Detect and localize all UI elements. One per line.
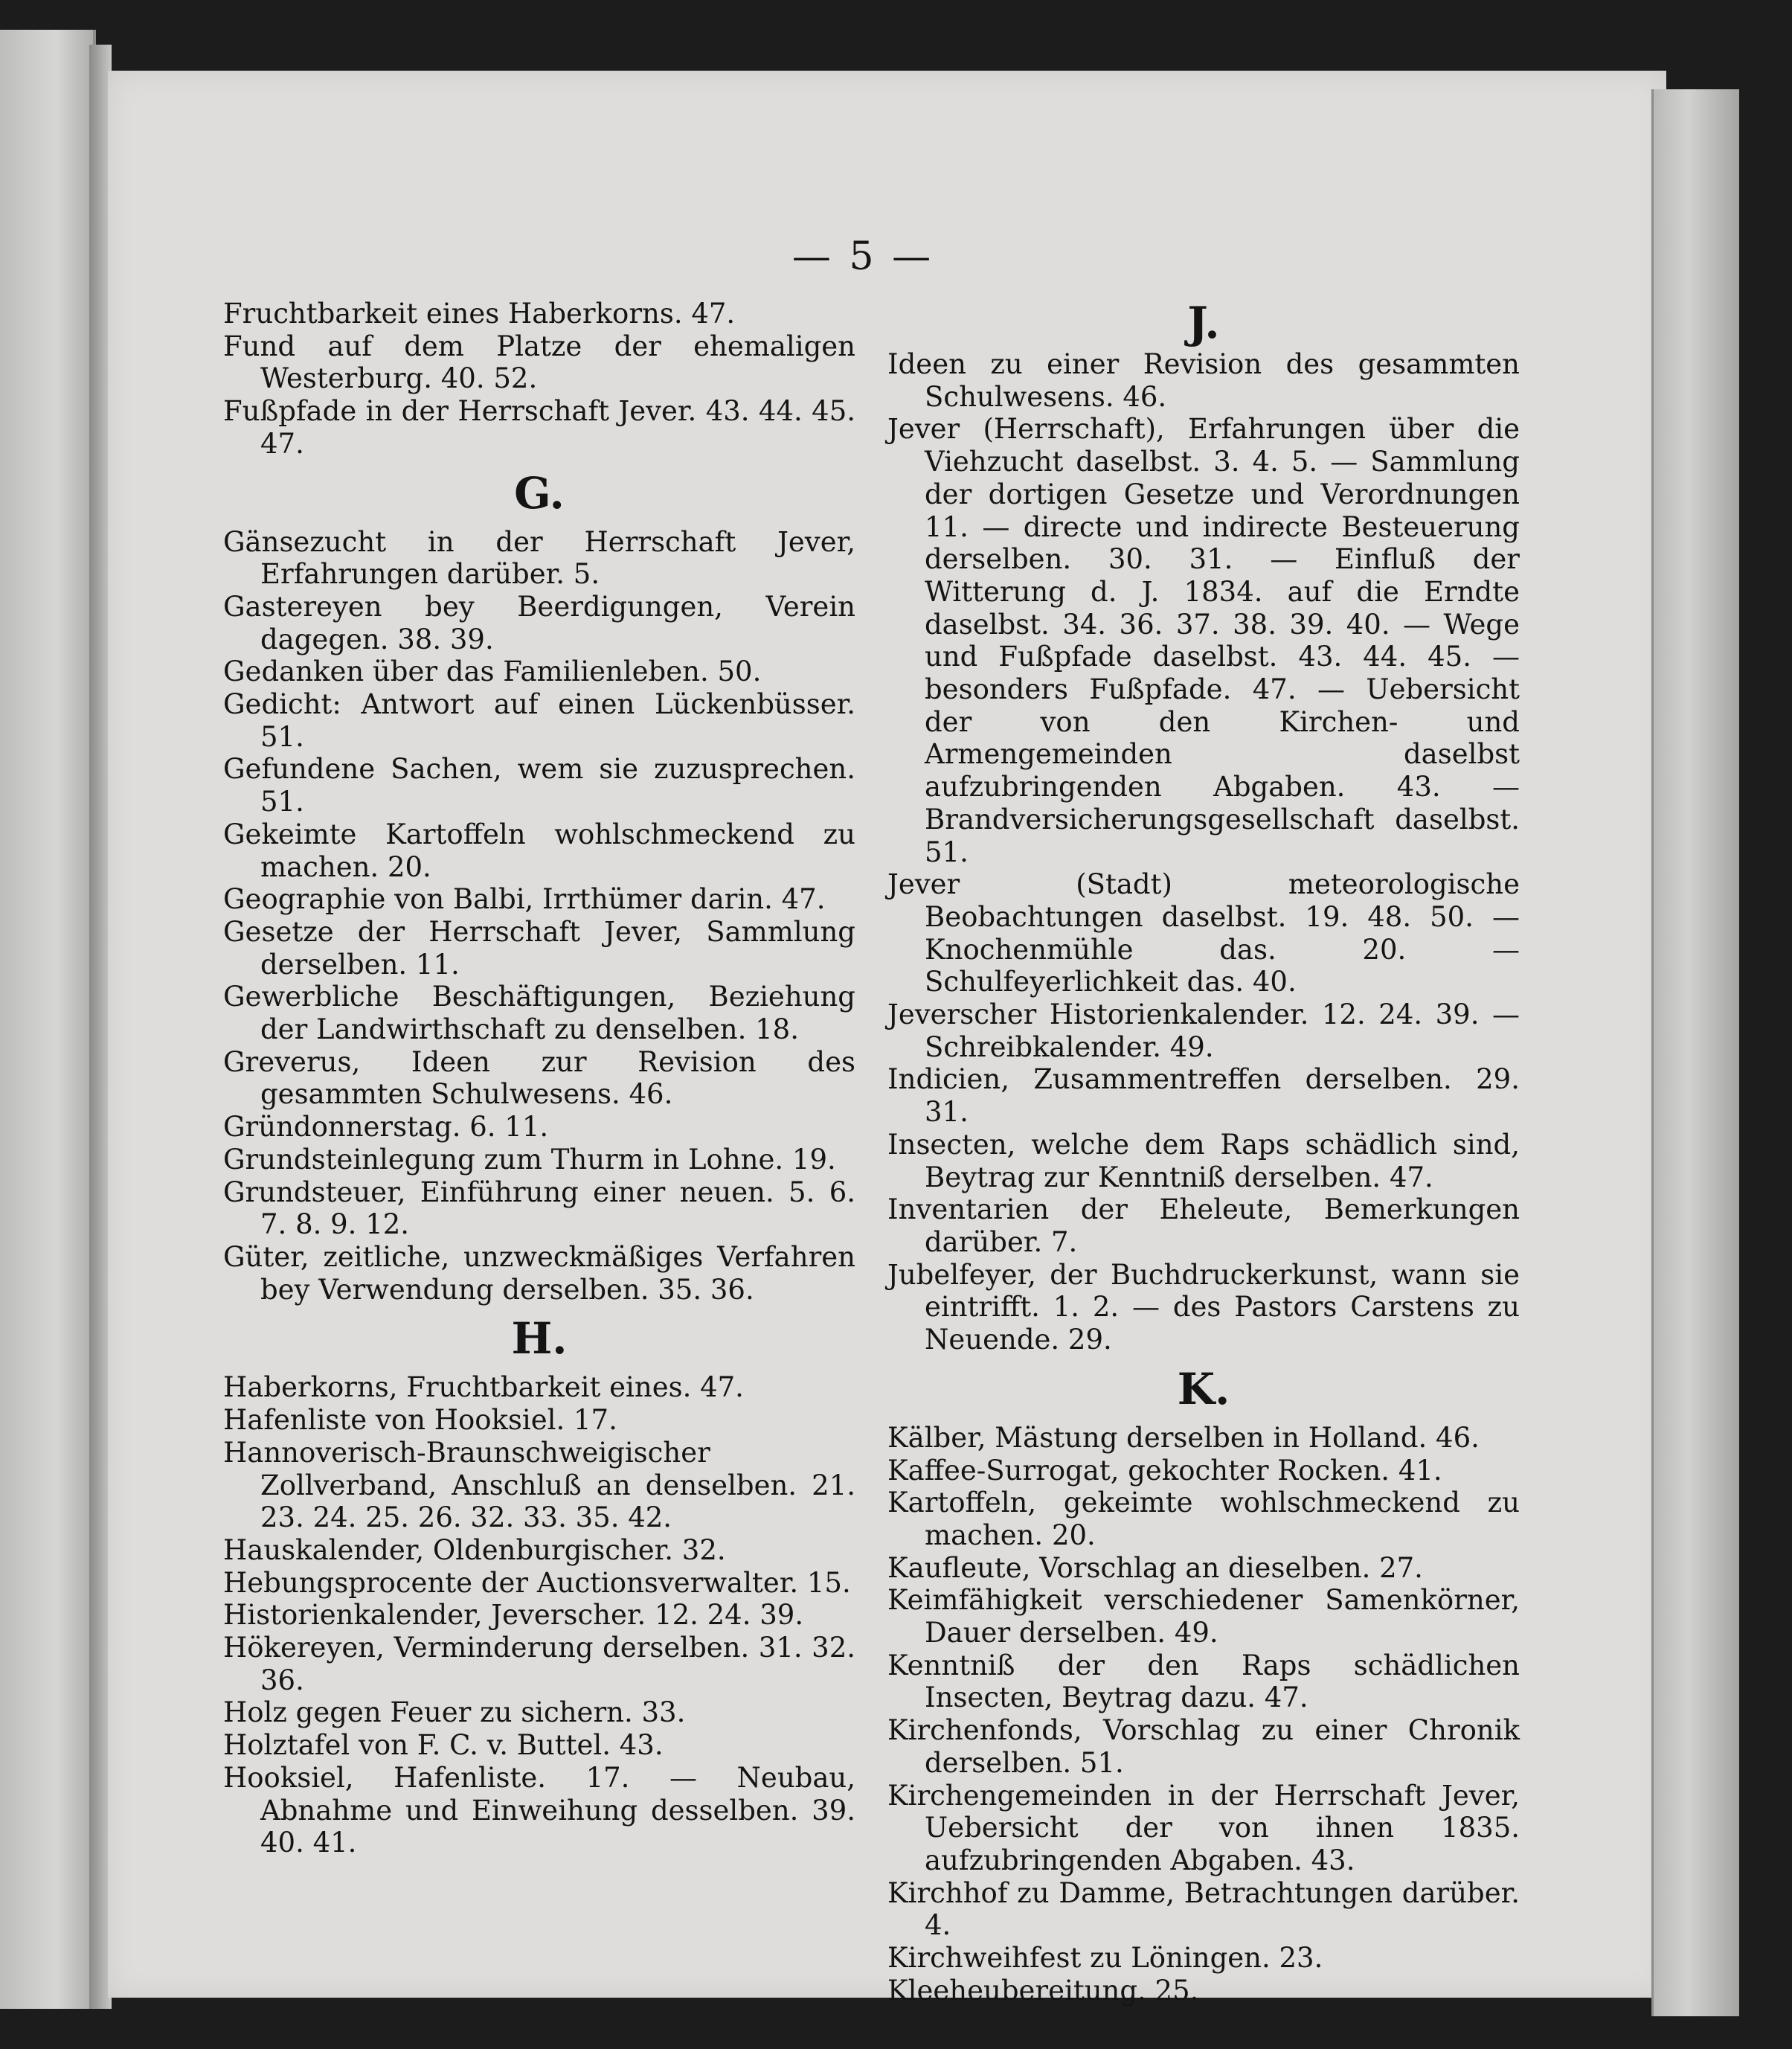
index-entry: Gedanken über das Familienleben. 50. <box>223 655 762 688</box>
index-entry: Holztafel von F. C. v. Buttel. 43. <box>223 1729 664 1762</box>
previous-page-edge <box>0 30 96 2009</box>
index-entry: Gesetze der Herrschaft Jever, Sammlung derselben. 11. <box>223 915 855 981</box>
index-entry: Kirchenfonds, Vorschlag zu einer Chronik derselben. 51. <box>887 1714 1520 1779</box>
index-entry: Holz gegen Feuer zu sichern. 33. <box>223 1696 686 1729</box>
index-entry: Grundsteinlegung zum Thurm in Lohne. 19. <box>223 1143 836 1176</box>
index-entry: Jever (Herrschaft), Erfahrungen über die Viehzucht daselbst. 3. 4. 5. — Sammlung der dortigen Gesetze und Verordnungen 11. — directe und indirecte Besteuerung derselben. 30. 31. — Einfluß der Witterung d. J. 1834. auf die Erndte daselbst. 34. 36. 37. 38. 39. 40. — Wege und Fußpfade daselbst. 43. 44. 45. — besonders Fußpfade. 47. — Uebersicht der von den Kirchen- und Armengemeinden daselbst aufzubringenden Abgaben. 43. — Brandversicherungsgesellschaft daselbst. 51. <box>887 413 1520 868</box>
index-entry: Kirchengemeinden in der Herrschaft Jever, Uebersicht der von ihnen 1835. aufzubringenden Abgaben. 43. <box>887 1779 1520 1876</box>
index-entry: Gänsezucht in der Herrschaft Jever, Erfahrungen darüber. 5. <box>223 525 855 591</box>
index-entry: Fußpfade in der Herrschaft Jever. 43. 44. 45. 47. <box>223 395 855 460</box>
index-entry: Geographie von Balbi, Irrthümer darin. 47. <box>223 883 826 916</box>
index-entry: Grundsteuer, Einführung einer neuen. 5. 6. 7. 8. 9. 12. <box>223 1176 855 1241</box>
index-entry: Hafenliste von Hooksiel. 17. <box>223 1404 617 1437</box>
index-entry: Gefundene Sachen, wem sie zuzusprechen. 51. <box>223 753 855 818</box>
section-letter: G. <box>514 467 565 519</box>
index-entry: Hauskalender, Oldenburgischer. 32. <box>223 1533 726 1566</box>
index-entry: Gewerbliche Beschäftigungen, Beziehung der Landwirthschaft zu denselben. 18. <box>223 981 855 1046</box>
index-entry: Jever (Stadt) meteorologische Beobachtungen daselbst. 19. 48. 50. — Knochenmühle das. 20. — Schulfeyerlichkeit das. 40. <box>887 868 1520 998</box>
index-entry: Gründonnerstag. 6. 11. <box>223 1111 549 1144</box>
index-entry: Gekeimte Kartoffeln wohlschmeckend zu machen. 20. <box>223 818 855 883</box>
index-entry: Jubelfeyer, der Buchdruckerkunst, wann sie eintrifft. 1. 2. — des Pastors Carstens zu Neuende. 29. <box>887 1258 1520 1356</box>
index-entry: Kaffee-Surrogat, gekochter Rocken. 41. <box>887 1454 1442 1487</box>
index-entry: Kenntniß der den Raps schädlichen Insecten, Beytrag dazu. 47. <box>887 1649 1520 1714</box>
index-entry: Kartoffeln, gekeimte wohlschmeckend zu machen. 20. <box>887 1487 1520 1551</box>
page-number: — 5 — <box>791 234 934 279</box>
index-entry: Insecten, welche dem Raps schädlich sind, Beytrag zur Kenntniß derselben. 47. <box>887 1128 1520 1193</box>
index-entry: Indicien, Zusammentreffen derselben. 29. 31. <box>887 1063 1520 1129</box>
section-letter: H. <box>511 1313 568 1365</box>
index-entry: Kirchhof zu Damme, Betrachtungen darüber. 4. <box>887 1876 1520 1942</box>
index-entry: Fruchtbarkeit eines Haberkorns. 47. <box>223 298 736 330</box>
index-entry: Haberkorns, Fruchtbarkeit eines. 47. <box>223 1371 744 1404</box>
index-entry: Gedicht: Antwort auf einen Lückenbüsser. 51. <box>223 688 855 753</box>
section-letter: K. <box>1177 1363 1230 1414</box>
left-column <box>223 298 855 1859</box>
index-entry: Kaufleute, Vorschlag an dieselben. 27. <box>887 1551 1423 1584</box>
index-entry: Keimfähigkeit verschiedener Samenkörner, Dauer derselben. 49. <box>887 1584 1520 1649</box>
index-entry: Jeverscher Historienkalender. 12. 24. 39. — Schreibkalender. 49. <box>887 998 1520 1063</box>
index-entry: Ideen zu einer Revision des gesammten Schulwesens. 46. <box>887 348 1520 413</box>
index-entry: Güter, zeitliche, unzweckmäßiges Verfahren bey Verwendung derselben. 35. 36. <box>223 1240 855 1306</box>
cover-board-edge <box>1651 89 1739 2016</box>
index-entry: Kälber, Mästung derselben in Holland. 46. <box>887 1421 1480 1454</box>
index-entry: Hooksiel, Hafenliste. 17. — Neubau, Abnahme und Einweihung desselben. 39. 40. 41. <box>223 1761 855 1859</box>
index-entry: Historienkalender, Jeverscher. 12. 24. 39. <box>223 1599 804 1632</box>
index-entry: Hökereyen, Verminderung derselben. 31. 32. 36. <box>223 1632 855 1696</box>
index-entry: Greverus, Ideen zur Revision des gesammten Schulwesens. 46. <box>223 1045 855 1111</box>
index-entry: Kleeheubereitung. 25. <box>887 1974 1199 2007</box>
section-letter: J. <box>1187 298 1220 348</box>
index-entry: Inventarien der Eheleute, Bemerkungen darüber. 7. <box>887 1193 1520 1258</box>
right-column <box>887 298 1520 2007</box>
index-entry: Fund auf dem Platze der ehemaligen Westerburg. 40. 52. <box>223 330 855 395</box>
index-entry: Gastereyen bey Beerdigungen, Verein dagegen. 38. 39. <box>223 590 855 655</box>
index-entry: Hannoverisch-Braunschweigischer Zollverband, Anschluß an denselben. 21. 23. 24. 25. 26. 32. 33. 35. 42. <box>223 1436 855 1534</box>
index-entry: Hebungsprocente der Auctionsverwalter. 15. <box>223 1566 851 1599</box>
index-entry: Kirchweihfest zu Löningen. 23. <box>887 1942 1323 1975</box>
